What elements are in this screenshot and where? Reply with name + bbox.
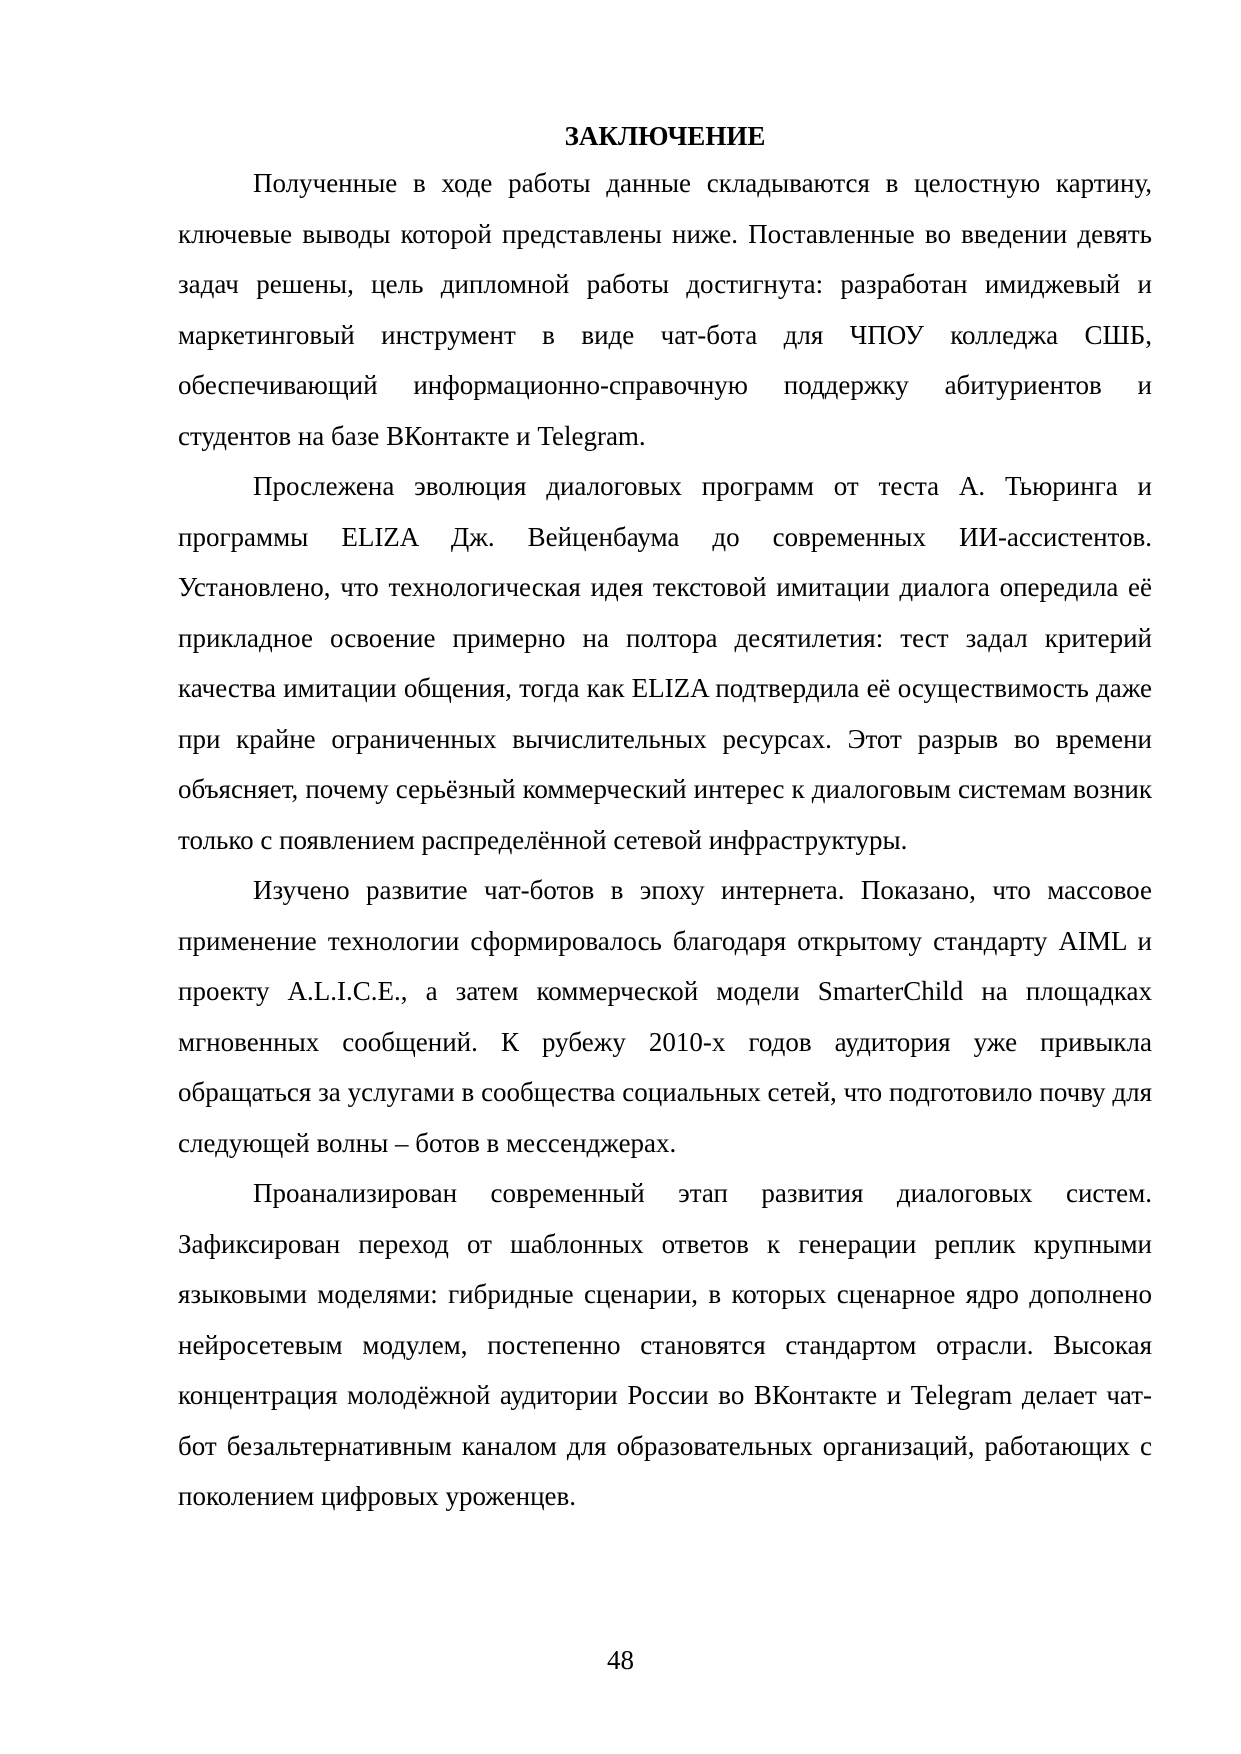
paragraph-3: Изучено развитие чат-ботов в эпоху интернета. Показано, что массовое применение технологии сформировалось благодаря открытому стандарту AIML и проекту A.L.I.C.E., а затем коммерческой модели SmarterChild на площадках мгновенных сообщений. К рубежу 2010-х годов аудитория уже привыкла обращаться за услугами в сообщества социальных сетей, что подготовило почву для следующей волны – ботов в мессенджерах. xyxy=(178,875,1152,1158)
paragraph-2: Прослежена эволюция диалоговых программ от теста А. Тьюринга и программы ELIZA Дж. Вейценбаума до современных ИИ-ассистентов. Установлено, что технологическая идея текстовой имитации диалога опередила её прикладное освоение примерно на полтора десятилетия: тест задал критерий качества имитации общения, тогда как ELIZA подтвердила её осуществимость даже при крайне ограниченных вычислительных ресурсах. Этот разрыв во времени объясняет, почему серьёзный коммерческий интерес к диалоговым системам возник только с появлением распределённой сетевой инфраструктуры. xyxy=(178,471,1152,855)
paragraph-1: Полученные в ходе работы данные складываются в целостную картину, ключевые выводы которой представлены ниже. Поставленные во введении девять задач решены, цель дипломной работы достигнута: разработан имиджевый и маркетинговый инструмент в виде чат-бота для ЧПОУ колледжа СШБ, обеспечивающий информационно-справочную поддержку абитуриентов и студентов на базе ВКонтакте и Telegram. xyxy=(178,168,1152,451)
paragraph-4: Проанализирован современный этап развития диалоговых систем. Зафиксирован переход от шаблонных ответов к генерации реплик крупными языковыми моделями: гибридные сценарии, в которых сценарное ядро дополнено нейросетевым модулем, постепенно становятся стандартом отрасли. Высокая концентрация молодёжной аудитории России во ВКонтакте и Telegram делает чат-бот безальтернативным каналом для образовательных организаций, работающих с поколением цифровых уроженцев. xyxy=(178,1178,1152,1511)
section-heading: ЗАКЛЮЧЕНИЕ xyxy=(564,121,766,151)
page-body xyxy=(178,114,1152,1522)
page-number: 48 xyxy=(607,1645,634,1675)
